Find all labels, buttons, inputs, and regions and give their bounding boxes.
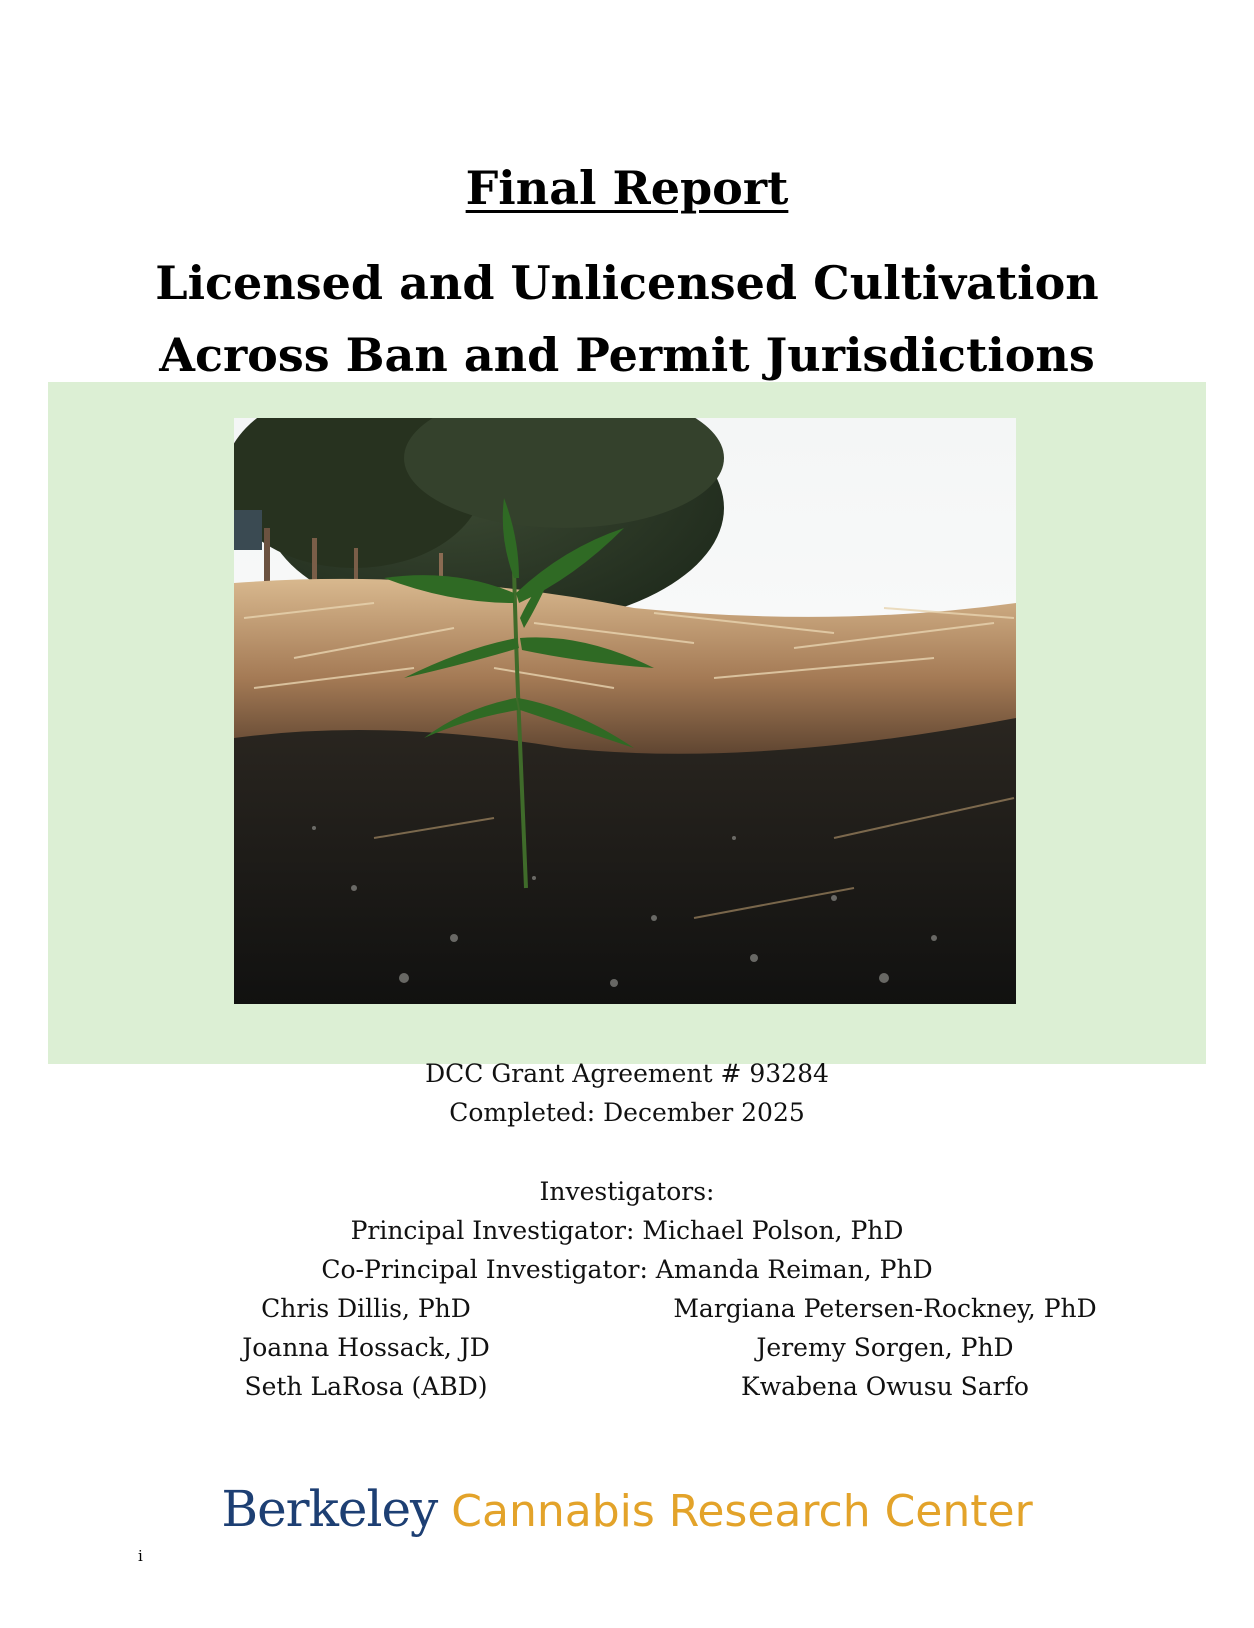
investigators-heading: Investigators: (539, 1177, 715, 1206)
berkeley-crc-logo (0, 1480, 1254, 1538)
investigator-right-1: Margiana Petersen-Rockney, PhD (673, 1294, 1097, 1323)
completion-date: Completed: December 2025 (449, 1098, 805, 1127)
co-principal-investigator: Co-Principal Investigator: Amanda Reiman, PhD (321, 1255, 933, 1284)
investigator-left-3: Seth LaRosa (ABD) (244, 1372, 488, 1401)
investigator-right-3: Kwabena Owusu Sarfo (741, 1372, 1029, 1401)
report-title-line-2: Across Ban and Permit Jurisdictions (159, 328, 1095, 382)
seedling-photo-illustration (234, 418, 1016, 1004)
logo-unit-name: Cannabis Research Center (451, 1486, 1033, 1537)
report-heading: Final Report (465, 161, 789, 215)
grant-agreement: DCC Grant Agreement # 93284 (425, 1059, 829, 1088)
principal-investigator: Principal Investigator: Michael Polson, PhD (350, 1216, 904, 1245)
report-title-line-1: Licensed and Unlicensed Cultivation (155, 256, 1099, 310)
cover-photo (234, 418, 1016, 1004)
investigator-left-1: Chris Dillis, PhD (261, 1294, 471, 1323)
investigator-left-2: Joanna Hossack, JD (242, 1333, 490, 1362)
photo-panel (48, 382, 1206, 1064)
logo-wordmark: Berkeley (221, 1480, 438, 1538)
investigator-right-2: Jeremy Sorgen, PhD (756, 1333, 1014, 1362)
page-number: i (138, 1547, 143, 1565)
